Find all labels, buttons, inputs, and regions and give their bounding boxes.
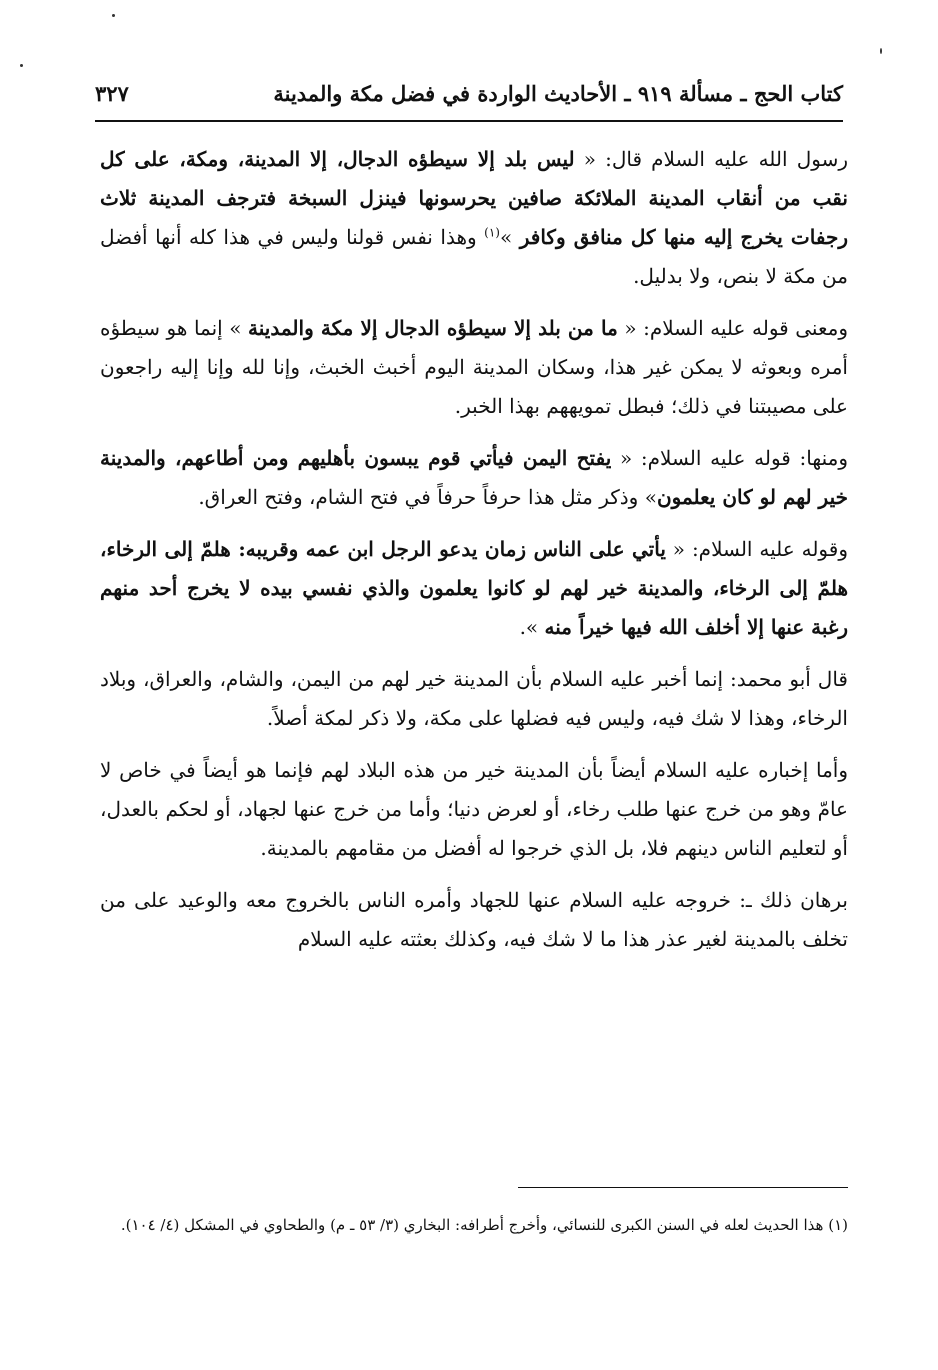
hadith-text: ما من بلد إلا سيطؤه الدجال إلا مكة والمدينة xyxy=(248,316,618,340)
paragraph xyxy=(100,140,848,296)
text-segment: ومعنى قوله عليه السلام: « xyxy=(617,316,848,340)
paragraph xyxy=(100,530,848,647)
footnote-rule xyxy=(518,1187,848,1188)
paragraph xyxy=(100,439,848,517)
hadith-text: يأتي على الناس زمان يدعو الرجل ابن عمه وقريبه: هلمّ إلى الرخاء، هلمّ إلى الرخاء، والمدينة خير لهم لو كانوا يعلمون والذي نفسي بيده لا يخرج أحد منهم رغبة عنها إلا أخلف الله فيها خيراً منه xyxy=(100,537,848,639)
text-segment: برهان ذلك ـ: خروجه عليه السلام عنها للجهاد وأمره الناس بالخروج معه والوعيد على من تخلف بالمدينة لغير عذر هذا ما لا شك فيه، وكذلك بعثته عليه السلام xyxy=(100,888,849,951)
hadith-text: ليس بلد إلا سيطؤه الدجال، إلا المدينة، ومكة، على كل نقب من أنقاب المدينة الملائكة صافين يحرسونها فينزل السبخة فترجف المدينة ثلاث رجفات يخرج إليه منها كل منافق وكافر xyxy=(100,147,848,249)
footnote xyxy=(100,1210,848,1240)
footnote-marker: (١) xyxy=(484,225,500,240)
text-segment: رسول الله عليه السلام قال: « xyxy=(574,147,849,171)
body-text xyxy=(100,140,848,972)
text-segment: وأما إخباره عليه السلام أيضاً بأن المدينة خير من هذه البلاد لهم فإنما هو أيضاً في خاص لا عامّ وهو من خرج عنها طلب رخاء، أو لعرض دنيا؛ وأما من خرج عنها لجهاد، أو لحكم بالعدل، أو لتعليم الناس دينهم فلا، بل الذي خرجوا له أفضل من مقامهم بالمدينة. xyxy=(100,758,848,860)
text-segment: وهذا نفس قولنا وليس في هذا كله أنها أفضل من مكة لا بنص، ولا بدليل. xyxy=(100,225,848,288)
scan-speck xyxy=(880,48,882,54)
scan-speck xyxy=(112,14,115,17)
paragraph xyxy=(100,660,848,738)
header-rule xyxy=(95,120,843,122)
page-header xyxy=(95,62,843,106)
page-number: ٣٢٧ xyxy=(95,81,129,106)
text-segment: » xyxy=(499,225,520,249)
text-segment: قال أبو محمد: إنما أخبر عليه السلام بأن المدينة خير لهم من اليمن، والشام، والعراق، وبلاد الرخاء، وهذا لا شك فيه، وليس فيه فضلها على مكة، ولا ذكر لمكة أصلاً. xyxy=(100,667,848,730)
paragraph xyxy=(100,309,848,426)
running-title: كتاب الحج ـ مسألة ٩١٩ ـ الأحاديث الواردة في فضل مكة والمدينة xyxy=(273,81,843,106)
paragraph xyxy=(100,881,848,959)
text-segment: وقوله عليه السلام: « xyxy=(665,537,848,561)
text-segment: ». xyxy=(519,615,545,639)
text-segment: ومنها: قوله عليه السلام: « xyxy=(611,446,848,470)
hadith-text: يفتح اليمن فيأتي قوم يبسون بأهليهم ومن أطاعهم، والمدينة خير لهم لو كان يعلمون xyxy=(100,446,848,509)
scan-speck xyxy=(20,64,23,67)
text-segment: » وذكر مثل هذا حرفاً حرفاً في فتح الشام، وفتح العراق. xyxy=(198,485,657,509)
paragraph xyxy=(100,751,848,868)
footnote-text: (١) هذا الحديث لعله في السنن الكبرى للنسائي، وأخرج أطرافه: البخاري (٣/ ٥٣ ـ م) والطحاوي في المشكل (٤/ ١٠٤). xyxy=(120,1216,848,1234)
text-segment: » إنما هو سيطؤه أمره وبعوثه لا يمكن غير هذا، وسكان المدينة اليوم أخبث الخبث، وإنا لله وإنا إليه راجعون على مصيبتنا في ذلك؛ فبطل تمويههم بهذا الخبر. xyxy=(100,316,848,418)
